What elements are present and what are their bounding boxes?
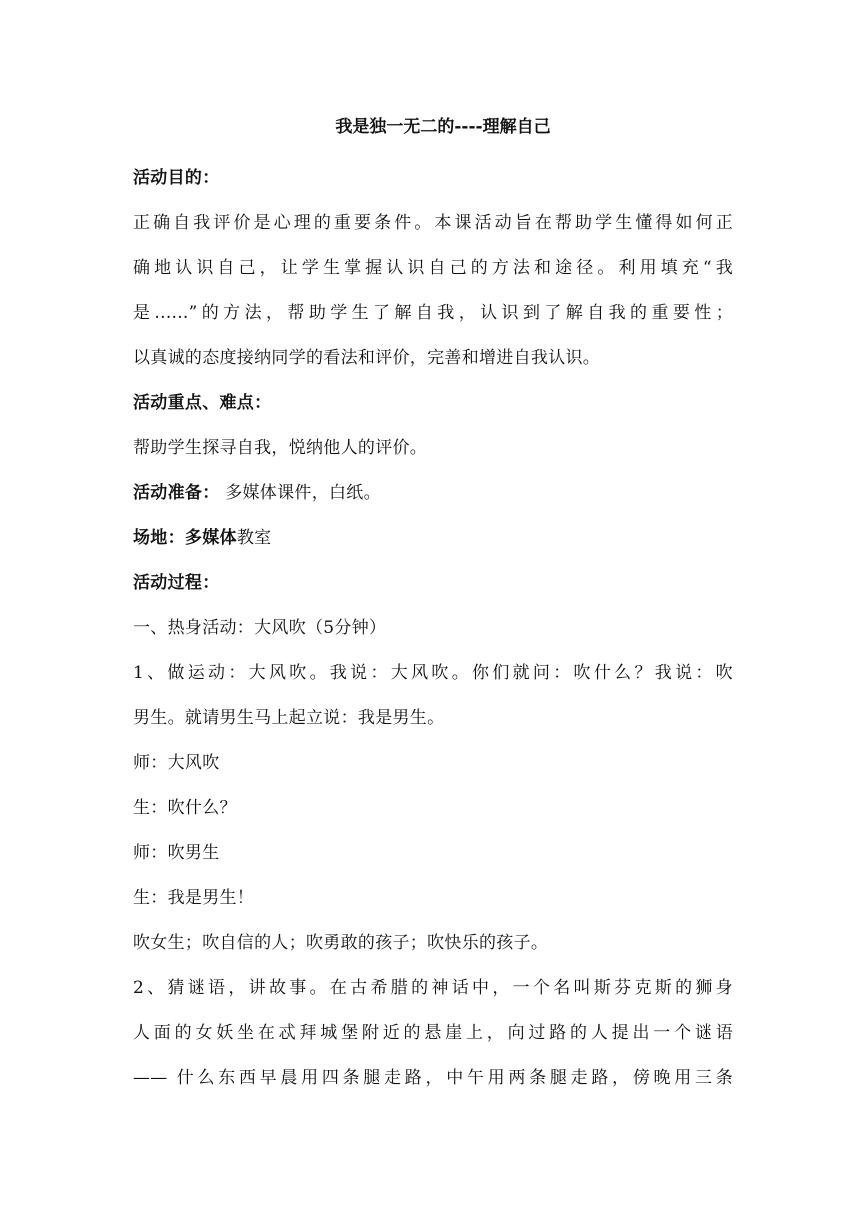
- item1-line-1: 1、做运动：大风吹。我说：大风吹。你们就问：吹什么？我说：吹: [133, 663, 733, 683]
- key-points-heading: 活动重点、难点：: [133, 393, 272, 413]
- item2-line-2: 人面的女妖坐在忒拜城堡附近的悬崖上，向过路的人提出一个谜语: [133, 1023, 733, 1043]
- item2-line-1: 2、猜谜语，讲故事。在古希腊的神话中，一个名叫斯芬克斯的狮身: [133, 978, 733, 998]
- preparation-value: 多媒体课件，白纸。: [219, 483, 381, 503]
- dialogue-line-3: 师：吹男生: [133, 843, 220, 863]
- venue-line: [133, 516, 733, 561]
- item2-line-3: —— 什么东西早晨用四条腿走路，中午用两条腿走路，傍晚用三条: [133, 1068, 733, 1088]
- document-body: [133, 110, 733, 1101]
- dialogue-line-4: 生：我是男生！: [133, 888, 255, 908]
- venue-value: 教室: [236, 528, 272, 548]
- venue-value-bold: 多媒体: [184, 528, 237, 548]
- purpose-line-1: 正确自我评价是心理的重要条件。本课活动旨在帮助学生懂得如何正: [133, 213, 733, 233]
- venue-label: 场地：: [133, 528, 185, 548]
- variations-line: 吹女生；吹自信的人；吹勇敢的孩子；吹快乐的孩子。: [133, 933, 549, 953]
- key-points-text: 帮助学生探寻自我，悦纳他人的评价。: [133, 438, 428, 458]
- dialogue-line-2: 生：吹什么？: [133, 798, 237, 818]
- purpose-line-3: 是......”的方法，帮助学生了解自我，认识到了解自我的重要性；: [133, 303, 733, 323]
- dialogue-line-1: 师：大风吹: [133, 753, 220, 773]
- purpose-heading: 活动目的：: [133, 168, 220, 188]
- process-heading: 活动过程：: [133, 573, 220, 593]
- preparation-label: 活动准备：: [133, 483, 220, 503]
- preparation-line: [133, 471, 733, 516]
- purpose-line-4: 以真诚的态度接纳同学的看法和评价，完善和增进自我认识。: [133, 348, 601, 368]
- document-title: 我是独一无二的----理解自己: [335, 117, 551, 137]
- item1-line-2: 男生。就请男生马上起立说：我是男生。: [133, 708, 445, 728]
- purpose-line-2: 确地认识自己，让学生掌握认识自己的方法和途径。利用填充“我: [133, 258, 733, 278]
- step1-title: 一、热身活动：大风吹（5分钟）: [133, 618, 387, 638]
